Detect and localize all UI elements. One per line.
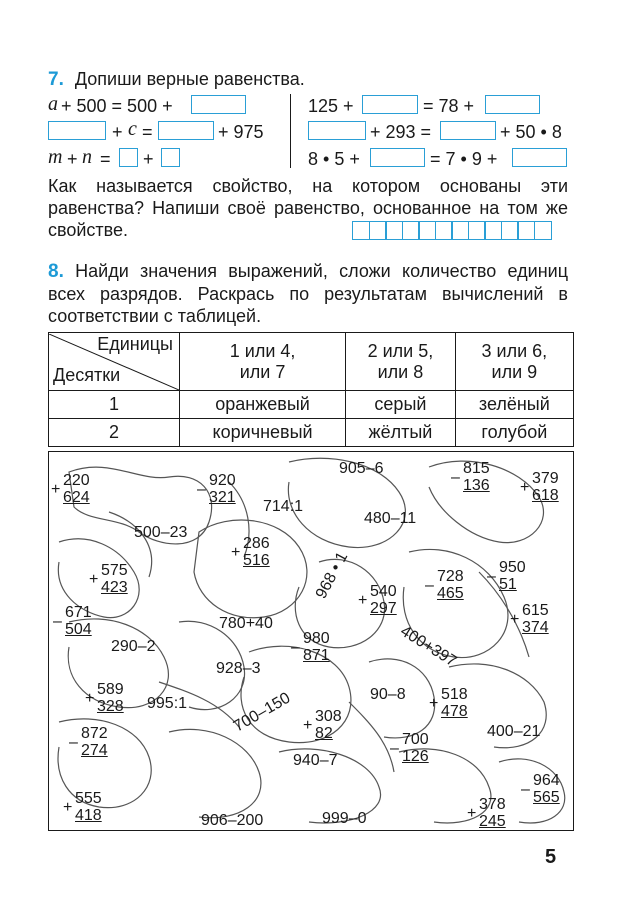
task8-text: Найди значения выражений, сложи количество единиц всех разрядов. Раскрась по результатам вычислений в соответствии с таблицей. (48, 261, 568, 326)
table-corner-cell (49, 333, 180, 391)
expression[interactable]: 905–6 (339, 460, 384, 477)
color-cell: коричневый (180, 419, 346, 447)
eq-right3-text-a: 8 • 5 + (308, 149, 360, 169)
expression[interactable]: 700–150 (230, 689, 294, 736)
answer-cells[interactable] (352, 221, 550, 240)
answer-box-left3b[interactable] (161, 148, 180, 167)
page-number: 5 (545, 846, 557, 868)
eq-left1-text: + 500 = 500 + (61, 96, 173, 116)
expression[interactable]: 780+40 (219, 615, 273, 632)
column-operation[interactable]: + 540 297 (358, 583, 397, 617)
column-operation[interactable]: + 308 82 (303, 708, 342, 742)
eq-right1-text-b: = 78 + (423, 96, 475, 116)
eq-left2-eq: = (142, 122, 153, 142)
answer-box-right3b[interactable] (512, 148, 567, 167)
column-operation[interactable]: + 575 423 (89, 562, 128, 596)
table-row (49, 391, 574, 419)
eq-left2-text: + 975 (218, 122, 264, 142)
eq-left2-plus: + (112, 122, 123, 142)
answer-box-left2b[interactable] (158, 121, 214, 140)
expression[interactable]: 928–3 (216, 660, 261, 677)
expression[interactable]: 480–11 (364, 510, 417, 527)
eq-right1-text-a: 125 + (308, 96, 354, 116)
column-operation[interactable]: + 378 245 (467, 796, 506, 830)
table-row (49, 419, 574, 447)
tens-cell: 1 (49, 391, 180, 419)
task7-heading (48, 68, 305, 91)
column-operation[interactable]: – 964 565 (521, 772, 560, 806)
answer-box-right1a[interactable] (362, 95, 418, 114)
answer-box-left1[interactable] (191, 95, 246, 114)
column-operation[interactable]: + 615 374 (510, 602, 549, 636)
eq-right3-text-b: = 7 • 9 + (430, 149, 498, 169)
expression[interactable]: 400–21 (487, 723, 541, 740)
eq-right2-text-b: + 50 • 8 (500, 122, 562, 142)
corner-tens-label: Десятки (53, 364, 121, 385)
expression[interactable]: 906–200 (201, 812, 264, 829)
column-operation[interactable]: – 700 126 (390, 731, 429, 765)
coloring-picture[interactable] (48, 451, 574, 831)
column-operation[interactable]: – 728 465 (425, 568, 464, 602)
expression[interactable]: 290–2 (111, 638, 156, 655)
color-cell: жёлтый (346, 419, 456, 447)
column-operation[interactable]: – 950 51 (487, 559, 526, 593)
column-operation[interactable]: – 815 136 (451, 460, 490, 494)
var-c: c (128, 118, 137, 140)
color-cell: серый (346, 391, 456, 419)
answer-box-left2a[interactable] (48, 121, 106, 140)
expression[interactable]: 400+397 (397, 622, 460, 671)
color-cell: голубой (455, 419, 573, 447)
color-legend-table (48, 332, 574, 447)
header-cell-1: 1 или 4, или 7 (180, 333, 346, 391)
column-operation[interactable]: + 589 328 (85, 681, 124, 715)
answer-box-right3a[interactable] (370, 148, 425, 167)
expression[interactable]: 968 • 1 (312, 549, 352, 602)
var-n: n (82, 146, 92, 168)
column-operation[interactable]: – 920 321 (197, 472, 236, 506)
column-operation[interactable]: – 980 871 (291, 630, 330, 664)
color-cell: оранжевый (180, 391, 346, 419)
column-divider (290, 94, 291, 168)
var-a: a (48, 93, 58, 115)
expression[interactable]: 90–8 (370, 686, 406, 703)
column-operation[interactable]: + 220 624 (51, 472, 90, 506)
column-operation[interactable]: – 872 274 (69, 725, 108, 759)
column-operation[interactable]: + 379 618 (520, 470, 559, 504)
task7-question: Как называется свойство, на котором основаны эти равенства? Напиши своё равенство, основанное на том же свойстве. (48, 176, 568, 240)
eq-left3-plus: + (67, 149, 78, 169)
column-operation[interactable]: + 518 478 (429, 686, 468, 720)
column-operation[interactable]: + 286 516 (231, 535, 270, 569)
column-operation[interactable]: + 555 418 (63, 790, 102, 824)
expression[interactable]: 999–0 (322, 810, 367, 827)
expression[interactable]: 995:1 (147, 695, 188, 712)
task7-number: 7. (48, 69, 64, 90)
task8-number: 8. (48, 261, 64, 282)
task8-text-block (48, 260, 568, 327)
header-cell-2: 2 или 5, или 8 (346, 333, 456, 391)
answer-box-left3a[interactable] (119, 148, 138, 167)
corner-units-label: Единицы (97, 333, 173, 354)
color-cell: зелёный (455, 391, 573, 419)
answer-box-right1b[interactable] (485, 95, 540, 114)
eq-left3-plus2: + (143, 149, 154, 169)
answer-box-right2a[interactable] (308, 121, 366, 140)
eq-right2-text-a: + 293 = (370, 122, 432, 142)
expression[interactable]: 714:1 (263, 498, 304, 515)
var-m: m (48, 146, 63, 168)
expression[interactable]: 500–23 (134, 524, 188, 541)
header-cell-3: 3 или 6, или 9 (455, 333, 573, 391)
column-operation[interactable]: – 671 504 (53, 604, 92, 638)
task7-title: Допиши верные равенства. (74, 69, 305, 89)
answer-box-right2b[interactable] (440, 121, 496, 140)
expression[interactable]: 940–7 (293, 752, 338, 769)
tens-cell: 2 (49, 419, 180, 447)
eq-left3-eq: = (100, 149, 111, 169)
